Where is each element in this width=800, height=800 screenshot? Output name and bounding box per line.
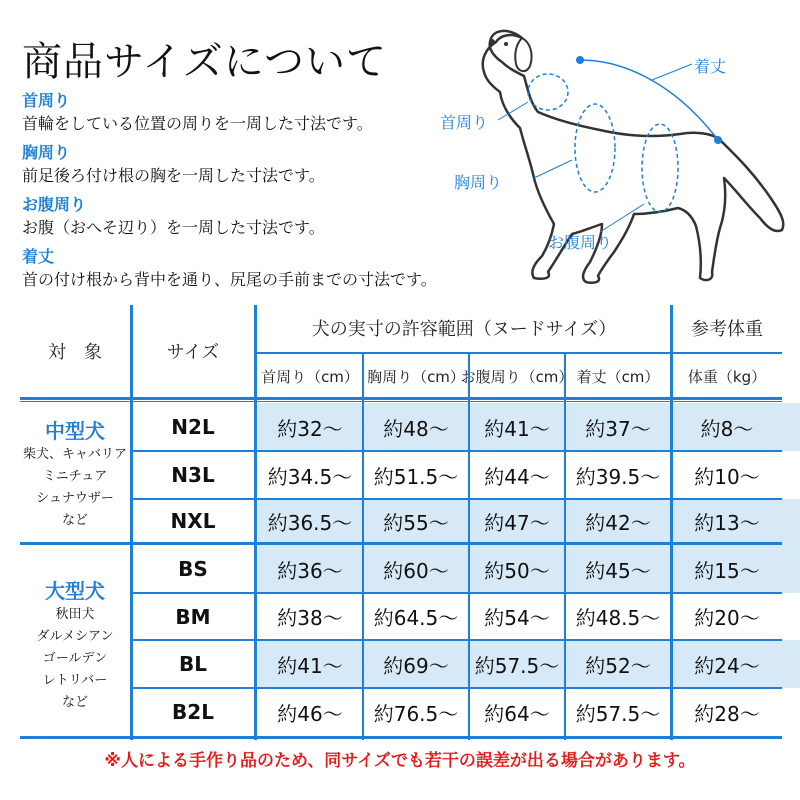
group-medium-breed: など — [61, 512, 88, 528]
size-cell: B2L — [172, 700, 214, 724]
value-cell-belly: 約64～ — [484, 701, 550, 726]
group-medium-breed: シュナウザー — [36, 490, 114, 506]
value-cell-chest: 約76.5～ — [373, 701, 459, 726]
value-cell-weight: 約8～ — [700, 416, 754, 441]
table-header-bottom-rule — [20, 397, 782, 400]
value-cell-weight: 約15～ — [694, 558, 760, 583]
table-row-rule — [132, 450, 782, 452]
value-cell-neck: 約38～ — [277, 606, 343, 630]
table-divider-col — [564, 353, 566, 740]
value-cell-length: 約42～ — [585, 510, 651, 535]
group-large-breed: 秋田犬 — [55, 606, 95, 622]
neck-label: 首周り — [440, 113, 489, 132]
value-cell-chest: 約60～ — [383, 558, 449, 583]
dog-measurement-illustration — [430, 20, 800, 300]
table-divider-target — [130, 305, 133, 740]
size-cell: BL — [179, 652, 207, 676]
header-size: サイズ — [166, 342, 220, 363]
value-cell-weight: 約20～ — [694, 606, 760, 630]
size-cell: N3L — [171, 463, 215, 487]
value-cell-weight: 約10～ — [694, 464, 760, 489]
value-cell-weight: 約28～ — [694, 701, 760, 726]
definition-text-neck: 首輪をしている位置の周りを一周した寸法です。 — [22, 114, 373, 133]
table-divider-col — [468, 353, 470, 740]
group-medium — [20, 403, 130, 543]
table-row-rule — [132, 639, 782, 641]
table-row-rule — [132, 498, 782, 500]
table-bottom-rule — [20, 736, 782, 739]
value-cell-belly: 約57.5～ — [474, 653, 560, 678]
definition-heading-length: 着丈 — [22, 247, 55, 266]
belly-label: お腹周り — [548, 233, 613, 252]
header-col-belly: お腹周り（cm） — [460, 367, 574, 386]
group-large-breed: など — [61, 694, 88, 710]
header-col-chest: 胸周り（cm） — [367, 367, 465, 386]
size-cell: NXL — [170, 509, 216, 533]
value-cell-chest: 約48～ — [383, 416, 449, 441]
group-medium-breed: ミニチュア — [42, 468, 108, 484]
table-divider-weight — [670, 305, 673, 740]
neck-measure-ring — [528, 74, 568, 110]
value-cell-weight: 約13～ — [694, 510, 760, 535]
value-cell-neck: 約36～ — [277, 558, 343, 583]
value-cell-chest: 約69～ — [383, 653, 449, 678]
value-cell-weight: 約24～ — [694, 653, 760, 678]
definition-heading-belly: お腹周り — [22, 195, 87, 214]
table-header-rule — [254, 352, 782, 354]
size-cell: BS — [178, 557, 208, 581]
length-end-dot — [714, 136, 722, 144]
value-cell-length: 約48.5～ — [575, 606, 661, 630]
group-large-breed: ゴールデン — [42, 650, 108, 666]
table-row-rule — [132, 592, 782, 594]
table-divider-col — [362, 353, 364, 740]
value-cell-neck: 約41～ — [277, 653, 343, 678]
length-label: 着丈 — [694, 57, 727, 76]
value-cell-belly: 約44～ — [484, 464, 550, 489]
definition-heading-chest: 胸周り — [22, 143, 71, 162]
value-cell-neck: 約46～ — [277, 701, 343, 726]
group-medium-title: 中型犬 — [45, 418, 105, 443]
value-cell-length: 約45～ — [585, 558, 651, 583]
table-row-rule — [132, 687, 782, 689]
group-large-title: 大型犬 — [45, 578, 105, 603]
value-cell-chest: 約64.5～ — [373, 606, 459, 630]
value-cell-length: 約57.5～ — [575, 701, 661, 726]
definition-text-chest: 前足後ろ付け根の胸を一周した寸法です。 — [22, 166, 325, 185]
length-label-leader — [652, 64, 692, 80]
header-target: 対 象 — [48, 342, 102, 363]
value-cell-chest: 約55～ — [383, 510, 449, 535]
value-cell-belly: 約41～ — [484, 416, 550, 441]
value-cell-belly: 約47～ — [484, 510, 550, 535]
header-col-weight: 体重（kg） — [687, 367, 767, 386]
disclaimer-note: ※人による手作り品のため、同サイズでも若干の誤差が出る場合があります。 — [104, 751, 696, 771]
table-group-rule — [20, 542, 782, 545]
header-measure-group: 犬の実寸の許容範囲（ヌードサイズ） — [311, 319, 617, 340]
definition-text-belly: お腹（おへそ辺り）を一周した寸法です。 — [22, 218, 325, 237]
size-cell: N2L — [171, 415, 215, 439]
table-header-bottom-rule-thin — [20, 401, 782, 402]
dog-ear — [515, 38, 531, 71]
group-large — [20, 549, 130, 739]
definition-heading-neck: 首周り — [22, 91, 71, 110]
value-cell-length: 約52～ — [585, 653, 651, 678]
length-start-dot — [576, 56, 584, 64]
group-medium-breed: 柴犬、キャバリア — [22, 446, 127, 462]
value-cell-belly: 約50～ — [484, 558, 550, 583]
size-table — [20, 305, 782, 740]
value-cell-chest: 約51.5～ — [373, 464, 459, 489]
size-cell: BM — [175, 604, 211, 629]
value-cell-neck: 約34.5～ — [267, 464, 353, 489]
definition-text-length: 首の付け根から背中を通り、尻尾の手前までの寸法です。 — [22, 270, 437, 289]
group-large-breed: ダルメシアン — [36, 628, 114, 644]
value-cell-neck: 約36.5～ — [267, 510, 353, 535]
value-cell-length: 約37～ — [585, 416, 651, 441]
page-title: 商品サイズについて — [22, 39, 387, 85]
header-weight-group: 参考体重 — [691, 319, 763, 340]
header-col-length: 着丈（cm） — [576, 367, 660, 386]
dog-eye — [504, 42, 508, 46]
chest-label: 胸周り — [454, 173, 503, 192]
value-cell-neck: 約32～ — [277, 416, 343, 441]
value-cell-length: 約39.5～ — [575, 464, 661, 489]
value-cell-belly: 約54～ — [484, 606, 550, 630]
dog-nose — [489, 39, 495, 45]
table-divider-size — [254, 305, 257, 740]
header-col-neck: 首周り（cm） — [261, 367, 359, 386]
group-large-breed: レトリバー — [42, 672, 108, 688]
